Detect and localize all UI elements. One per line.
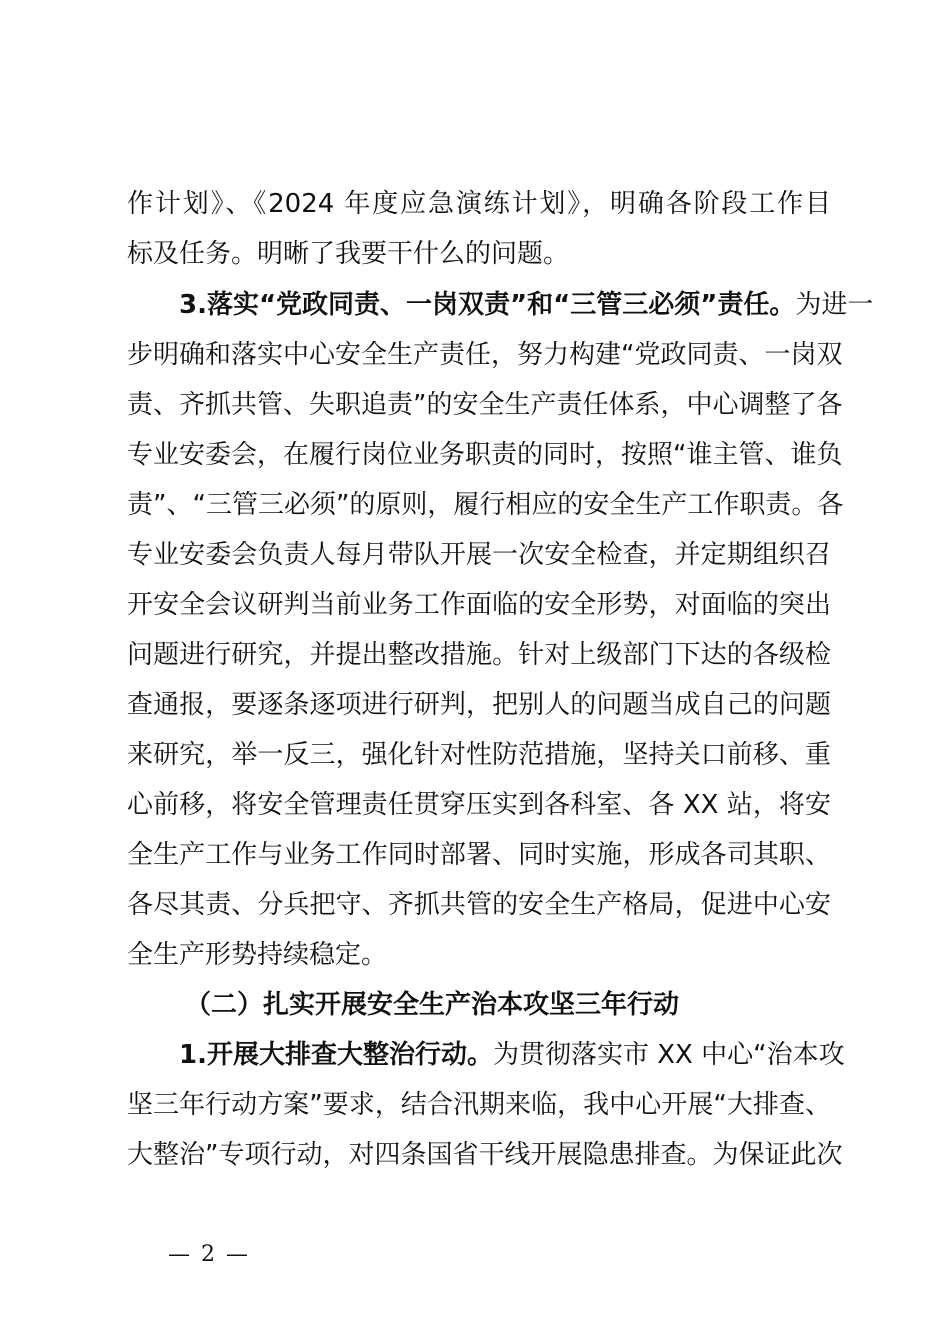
body-line: 作计划》、《2024 年度应急演练计划》，明确各阶段工作目	[127, 189, 831, 219]
section-heading: （二）扎实开展安全生产治本攻坚三年行动	[185, 990, 680, 1020]
body-line: 来研究，举一反三，强化针对性防范措施，坚持关口前移、重	[127, 740, 831, 770]
body-line: 开安全会议研判当前业务工作面临的安全形势，对面临的突出	[127, 590, 831, 620]
body-line: 标及任务。明晰了我要干什么的问题。	[127, 239, 570, 269]
body-line: 大整治”专项行动，对四条国省干线开展隐患排查。为保证此次	[127, 1140, 843, 1170]
paragraph-lead-heading: 3.落实“党政同责、一岗双责”和“三管三必须”责任。	[179, 290, 796, 320]
paragraph-lead-heading: 1.开展大排查大整治行动。	[179, 1040, 493, 1070]
paragraph-lead-rest: 为进一	[795, 290, 874, 320]
body-line: 查通报，要逐条逐项进行研判，把别人的问题当成自己的问题	[127, 690, 831, 720]
body-line: 步明确和落实中心安全生产责任，努力构建“党政同责、一岗双	[127, 340, 843, 370]
body-line: 坚三年行动方案”要求，结合汛期来临，我中心开展“大排查、	[127, 1090, 831, 1120]
body-line: 各尽其责、分兵把守、齐抓共管的安全生产格局，促进中心安	[127, 890, 831, 920]
body-line: 责、齐抓共管、失职追责”的安全生产责任体系，中心调整了各	[127, 390, 843, 420]
body-line: 责”、“三管三必须”的原则，履行相应的安全生产工作职责。各	[127, 490, 844, 520]
body-line: 专业安委会负责人每月带队开展一次安全检查，并定期组织召	[127, 540, 831, 570]
body-line: 问题进行研究，并提出整改措施。针对上级部门下达的各级检	[127, 640, 831, 670]
page-number: — 2 —	[168, 1242, 250, 1267]
paragraph-lead-rest: 为贯彻落实市 XX 中心“治本攻	[492, 1040, 845, 1070]
paragraph-first-line	[179, 1039, 845, 1071]
body-line: 心前移，将安全管理责任贯穿压实到各科室、各 XX 站，将安	[127, 790, 831, 820]
body-line: 全生产形势持续稳定。	[127, 940, 388, 970]
paragraph-first-line	[179, 289, 874, 321]
body-line: 专业安委会，在履行岗位业务职责的同时，按照“谁主管、谁负	[127, 440, 843, 470]
body-line: 全生产工作与业务工作同时部署、同时实施，形成各司其职、	[127, 840, 831, 870]
